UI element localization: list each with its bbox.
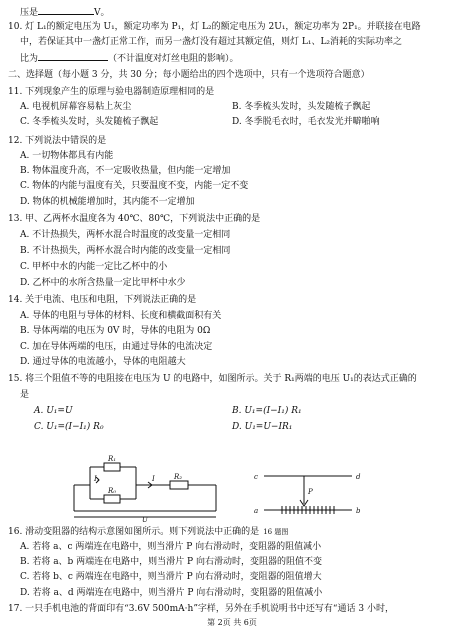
answer-blank (38, 6, 94, 15)
q15-option-d: D. U₁=U−IR₁ (232, 422, 293, 432)
q15-option-c: C. U₁=(I−I₁) R₀ (34, 422, 104, 432)
label-a: a (254, 507, 259, 515)
q11-stem: 11. 下列现象产生的原理与验电器制造原理相同的是 (8, 87, 215, 97)
q15-option-b: B. U₁=(I−I₁) R₁ (232, 406, 302, 416)
q13-option-d: D. 乙杯中的水所含热量一定比甲杯中水少 (20, 278, 186, 288)
q14-stem: 14. 关于电流、电压和电阻，下列说法正确的是 (8, 295, 197, 305)
q16-option-b: B. 若将 a、b 两端连在电路中，则当滑片 P 向右滑动时，变阻器的阻值不变 (20, 557, 322, 567)
label-i1: I₁ (94, 475, 100, 483)
q10-line-2: 中，若保证其中一盏灯正常工作，而另一盏灯没有超过其额定值，则灯 L₁、L₂消耗的实际功率之 (20, 37, 403, 47)
slider-p (300, 476, 308, 506)
q12-stem: 12. 下列说法中错误的是 (8, 136, 107, 146)
q11-option-a: A. 电视机屏幕容易粘上灰尘 (20, 102, 132, 112)
q11-option-d: D. 冬季脱毛衣时，毛衣发光并噼啪响 (232, 117, 380, 127)
q10-line-3: 比为 （不计温度对灯丝电阻的影响）。 (20, 54, 239, 64)
label-b: b (356, 507, 361, 515)
page-footer: 第 2页 共 6页 (207, 618, 257, 627)
label-d: d (356, 473, 361, 481)
label-u: U (142, 516, 148, 523)
label-c: c (254, 473, 258, 481)
section-2-heading: 二、选择题（每小题 3 分，共 30 分；每小题给出的四个选项中，只有一个选项符合题意） (8, 70, 370, 80)
figure-reference: 16 题图 (263, 528, 289, 536)
answer-blank (38, 52, 108, 61)
label-r1: R₁ (108, 455, 117, 463)
q12-option-d: D. 物体的机械能增加时，其内能不一定增加 (20, 197, 195, 207)
resistor-r0 (104, 495, 120, 503)
q10-line-1: 10. 灯 L₁的额定电压为 U₁，额定功率为 P₁，灯 L₂的额定电压为 2U₁，额定功率为 2P₁。并联接在电路 (8, 22, 421, 32)
q16-option-c: C. 若将 b、c 两端连在电路中，则当滑片 P 向右滑动时，变阻器的阻值增大 (20, 572, 322, 582)
q13-option-c: C. 甲杯中水的内能一定比乙杯中的小 (20, 262, 168, 272)
label-r2: R₂ (174, 473, 183, 481)
q12-option-b: B. 物体温度升高，不一定吸收热量，但内能一定增加 (20, 166, 231, 176)
q12-option-c: C. 物体的内能与温度有关，只要温度不变，内能一定不变 (20, 181, 249, 191)
resistor-r1 (104, 463, 120, 471)
q16-stem: 16. 滑动变阻器的结构示意图如图所示。则下列说法中正确的是 16 题图 (8, 527, 289, 537)
q15-stem-2: 是 (20, 390, 30, 400)
q14-option-b: B. 导体两端的电压为 0V 时，导体的电阻为 0Ω (20, 326, 211, 336)
label-r0: R₀ (108, 487, 117, 495)
q15-option-a: A. U₁=U (34, 406, 73, 416)
q14-option-d: D. 通过导体的电流越小，导体的电阻越大 (20, 357, 186, 367)
q11-option-c: C. 冬季梳头发时，头发随梳子飘起 (20, 117, 159, 127)
q15-stem: 15. 将三个阻值不等的电阻接在电压为 U 的电路中，如图所示。关于 R₁两端的电压 U₁的表达式正确的 (8, 374, 417, 384)
q17-stem: 17. 一只手机电池的背面印有“3.6V 500mA·h”字样，另外在手机说明书中还写有“通话 3 小时， (8, 604, 394, 614)
q12-option-a: A. 一切物体都具有内能 (20, 151, 114, 161)
rheostat-diagram (252, 470, 364, 522)
q9-tail: 压是 V。 (20, 8, 110, 18)
q13-option-a: A. 不计热损失，两杯水混合时温度的改变量一定相同 (20, 230, 231, 240)
q16-option-d: D. 若将 a、d 两端连在电路中，则当滑片 P 向右滑动时，变阻器的阻值减小 (20, 588, 323, 598)
q14-option-a: A. 导体的电阻与导体的材料、长度和横截面积有关 (20, 311, 222, 321)
resistor-r2 (170, 481, 188, 489)
label-p: P (308, 488, 313, 496)
q14-option-c: C. 加在导体两端的电压，由通过导体的电流决定 (20, 342, 213, 352)
circuit-diagram (66, 455, 226, 523)
q13-stem: 13. 甲、乙两杯水温度各为 40℃、80℃，下列说法中正确的是 (8, 214, 261, 224)
q11-option-b: B. 冬季梳头发时，头发随梳子飘起 (232, 102, 371, 112)
label-i: I (152, 475, 155, 483)
q13-option-b: B. 不计热损失，两杯水混合时内能的改变量一定相同 (20, 246, 231, 256)
q16-option-a: A. 若将 a、c 两端连在电路中，则当滑片 P 向右滑动时，变阻器的阻值减小 (20, 542, 322, 552)
